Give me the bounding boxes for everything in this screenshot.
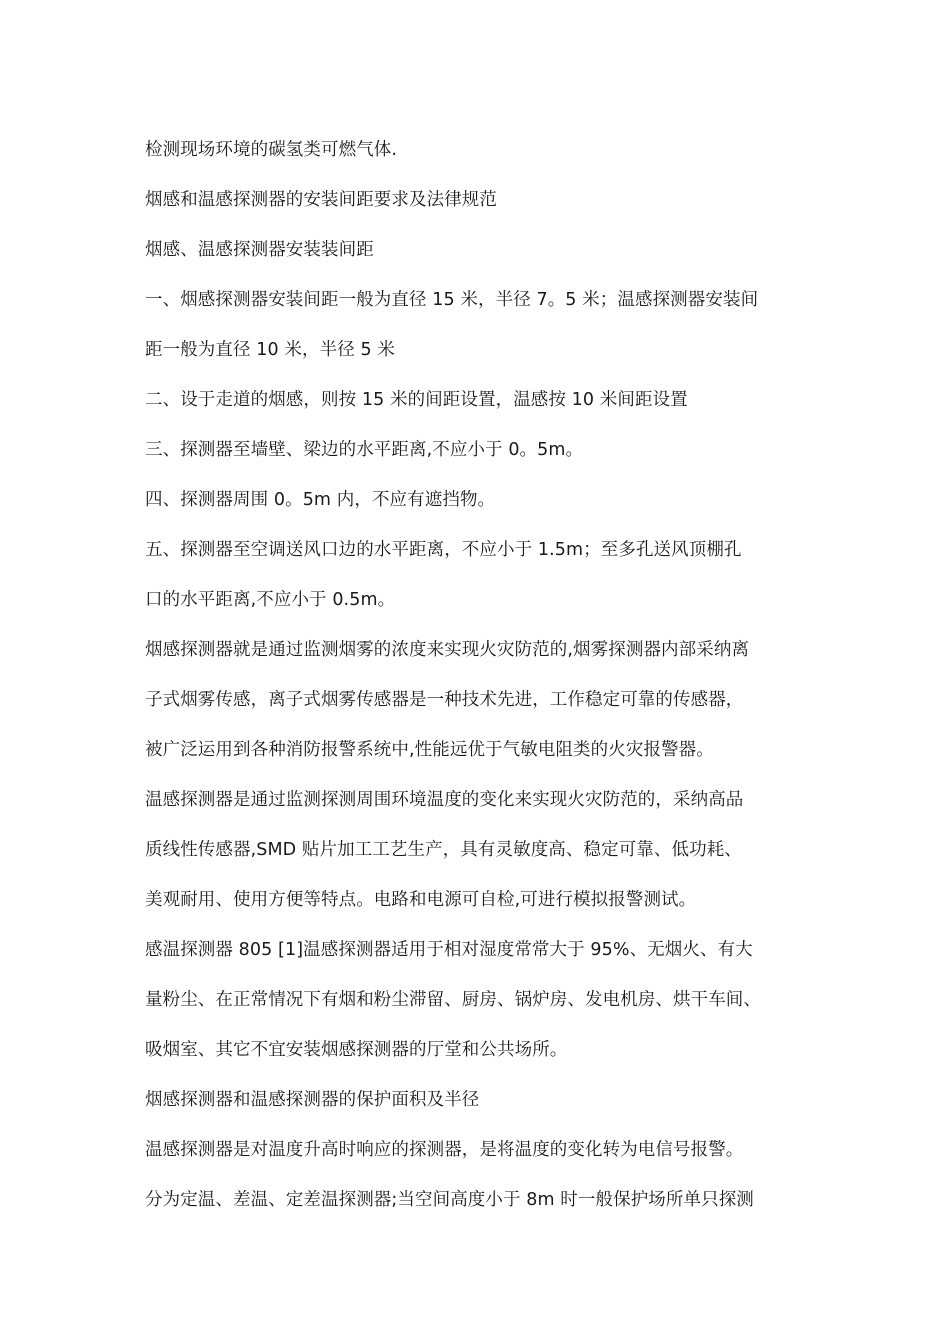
text-line: 距一般为直径 10 米，半径 5 米 xyxy=(145,340,395,360)
section-heading: 烟感探测器和温感探测器的保护面积及半径 xyxy=(145,1090,480,1110)
text-line: 检测现场环境的碳氢类可燃气体. xyxy=(145,140,398,160)
text-line: 子式烟雾传感，离子式烟雾传感器是一种技术先进，工作稳定可靠的传感器， xyxy=(145,690,744,710)
text-line: 温感探测器是通过监测探测周围环境温度的变化来实现火灾防范的，采纳高品 xyxy=(145,790,744,810)
text-line: 二、设于走道的烟感，则按 15 米的间距设置，温感按 10 米间距设置 xyxy=(145,390,688,410)
text-line: 量粉尘、在正常情况下有烟和粉尘滞留、厨房、锅炉房、发电机房、烘干车间、 xyxy=(145,990,761,1010)
text-line: 被广泛运用到各种消防报警系统中,性能远优于气敏电阻类的火灾报警器。 xyxy=(145,740,714,760)
text-line: 一、烟感探测器安装间距一般为直径 15 米，半径 7。5 米；温感探测器安装间 xyxy=(145,290,759,310)
text-line: 感温探测器 805 [1]温感探测器适用于相对湿度常常大于 95%、无烟火、有大 xyxy=(145,940,753,960)
text-line: 口的水平距离,不应小于 0.5m。 xyxy=(145,590,396,610)
text-line: 吸烟室、其它不宜安装烟感探测器的厅堂和公共场所。 xyxy=(145,1040,568,1060)
text-line: 四、探测器周围 0。5m 内，不应有遮挡物。 xyxy=(145,490,496,510)
text-line: 质线性传感器,SMD 贴片加工工艺生产，具有灵敏度高、稳定可靠、低功耗、 xyxy=(145,840,742,860)
text-line: 温感探测器是对温度升高时响应的探测器，是将温度的变化转为电信号报警。 xyxy=(145,1140,744,1160)
section-heading: 烟感和温感探测器的安装间距要求及法律规范 xyxy=(145,190,497,210)
text-line: 烟感探测器就是通过监测烟雾的浓度来实现火灾防范的,烟雾探测器内部采纳离 xyxy=(145,640,750,660)
text-line: 美观耐用、使用方便等特点。电路和电源可自检,可进行模拟报警测试。 xyxy=(145,890,697,910)
document-body xyxy=(145,131,845,1231)
section-heading: 烟感、温感探测器安装装间距 xyxy=(145,240,374,260)
text-line: 分为定温、差温、定差温探测器;当空间高度小于 8m 时一般保护场所单只探测 xyxy=(145,1190,754,1210)
text-line: 三、探测器至墙壁、梁边的水平距离,不应小于 0。5m。 xyxy=(145,440,584,460)
text-line: 五、探测器至空调送风口边的水平距离，不应小于 1.5m；至多孔送风顶棚孔 xyxy=(145,540,742,560)
